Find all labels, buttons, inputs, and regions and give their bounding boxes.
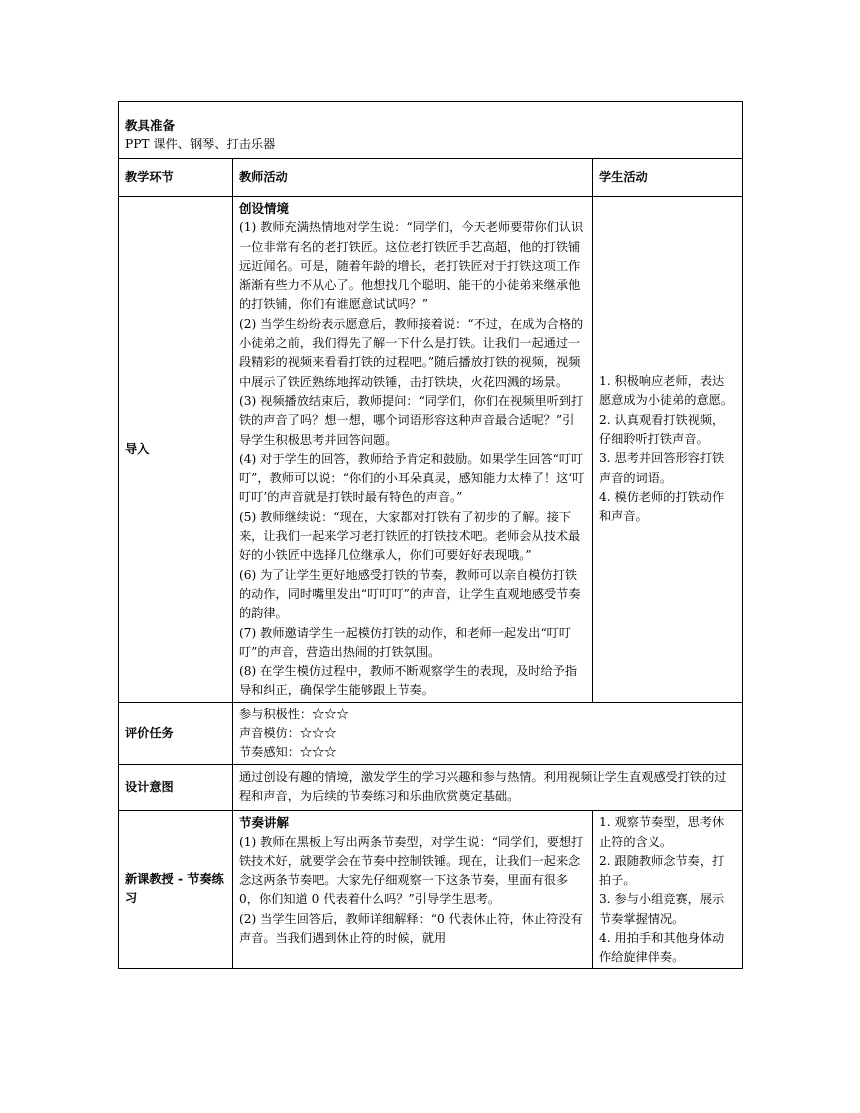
- prep-title: 教具准备: [125, 117, 176, 133]
- header-row: [119, 159, 743, 197]
- lesson-plan-table: [118, 101, 743, 969]
- rhythm-student-item: 3. 参与小组竞赛，展示节奏掌握情况。: [599, 892, 725, 926]
- intro-heading: 创设情境: [239, 201, 290, 216]
- intro-paragraph: (2) 当学生纷纷表示愿意后，教师接着说：“不过，在成为合格的小徒弟之前，我们得先了解一下什么是打铁。让我们一起通过一段精彩的视频来看看打铁的过程吧。”随后播放打铁的视频，视频中展示了铁匠熟练地挥动铁锤，击打铁块，火花四溅的场景。: [239, 316, 584, 389]
- evaluation-row: [119, 702, 743, 764]
- design-row: [119, 764, 743, 811]
- rhythm-row: [119, 811, 743, 968]
- intro-stage: 导入: [119, 197, 233, 703]
- prep-row: [119, 102, 743, 159]
- intro-student-item: 1. 积极响应老师，表达愿意成为小徒弟的意愿。: [599, 374, 734, 408]
- rhythm-heading: 节奏讲解: [239, 815, 290, 831]
- evaluation-cell: [233, 702, 743, 764]
- intro-student-item: 2. 认真观看打铁视频，仔细聆听打铁声音。: [599, 412, 725, 447]
- design-cell: [233, 764, 743, 811]
- rhythm-teacher-cell: [233, 811, 593, 968]
- header-teacher: 教师活动: [233, 159, 593, 197]
- rhythm-student-item: 1. 观察节奏型，思考休止符的含义。: [599, 815, 725, 849]
- intro-paragraph: (4) 对于学生的回答，教师给予肯定和鼓励。如果学生回答“叮叮叮”，教师可以说：“你们的小耳朵真灵，感知能力太棒了！这‘叮叮叮’的声音就是打铁时最有特色的声音。”: [239, 451, 585, 505]
- design-text: 通过创设有趣的情境，激发学生的学习兴趣和参与热情。利用视频让学生直观感受打铁的过程和声音，为后续的节奏练习和乐曲欣赏奠定基础。: [239, 769, 727, 803]
- header-stage: 教学环节: [119, 159, 233, 197]
- rhythm-paragraph: (1) 教师在黑板上写出两条节奏型，对学生说：“同学们，要想打铁技术好，就要学会在节奏中控制铁锤。现在，让我们一起来念念这两条节奏吧。大家先仔细观察一下这条节奏，里面有很多 0，你们知道 0 代表着什么吗？”引导学生思考。: [239, 834, 584, 907]
- intro-row: [119, 197, 743, 703]
- rhythm-student-cell: [593, 811, 743, 968]
- rhythm-student-item: 2. 跟随教师念节奏，打拍子。: [599, 853, 725, 888]
- intro-paragraph: (7) 教师邀请学生一起模仿打铁的动作，和老师一起发出“叮叮叮”的声音，营造出热闹的打铁氛围。: [239, 625, 572, 659]
- rhythm-student-item: 4. 用拍手和其他身体动作给旋律伴奏。: [599, 930, 725, 965]
- header-student: 学生活动: [593, 159, 743, 197]
- intro-paragraph: (5) 教师继续说：“现在，大家都对打铁有了初步的了解。接下来，让我们一起来学习老打铁匠的打铁技术吧。老师会从技术最好的小铁匠中选择几位继承人，你们可要好好表现哦。”: [239, 509, 581, 563]
- intro-student-cell: [593, 197, 743, 703]
- evaluation-item: 参与积极性：☆☆☆: [239, 706, 349, 721]
- intro-teacher-cell: [233, 197, 593, 703]
- intro-paragraph: (8) 在学生模仿过程中，教师不断观察学生的表现，及时给予指导和纠正，确保学生能够跟上节奏。: [239, 664, 578, 698]
- prep-cell: [119, 102, 743, 159]
- prep-content: PPT 课件、钢琴、打击乐器: [125, 137, 276, 151]
- rhythm-stage: 新课教授 - 节奏练习: [119, 811, 233, 968]
- rhythm-paragraph: (2) 当学生回答后，教师详细解释：“0 代表休止符，休止符没有声音。当我们遇到休止符的时候，就用: [239, 911, 583, 945]
- intro-student-item: 3. 思考并回答形容打铁声音的词语。: [599, 451, 725, 485]
- evaluation-item: 节奏感知：☆☆☆: [239, 745, 337, 760]
- intro-paragraph: (1) 教师充满热情地对学生说：“同学们，今天老师要带你们认识一位非常有名的老打铁匠。这位老打铁匠手艺高超，他的打铁铺远近闻名。可是，随着年龄的增长，老打铁匠对于打铁这项工作渐渐有些力不从心了。他想找几个聪明、能干的小徒弟来继承他的打铁铺，你们有谁愿意试试吗？”: [239, 220, 584, 312]
- intro-paragraph: (3) 视频播放结束后，教师提问：“同学们，你们在视频里听到打铁的声音了吗？想一想，哪个词语形容这种声音最合适呢？”引导学生积极思考并回答问题。: [239, 393, 584, 447]
- intro-paragraph: (6) 为了让学生更好地感受打铁的节奏，教师可以亲自模仿打铁的动作，同时嘴里发出“叮叮叮”的声音，让学生直观地感受节奏的韵律。: [239, 567, 581, 621]
- evaluation-item: 声音模仿：☆☆☆: [239, 726, 337, 741]
- design-stage: 设计意图: [119, 764, 233, 811]
- evaluation-stage: 评价任务: [119, 702, 233, 764]
- intro-student-item: 4. 模仿老师的打铁动作和声音。: [599, 489, 725, 524]
